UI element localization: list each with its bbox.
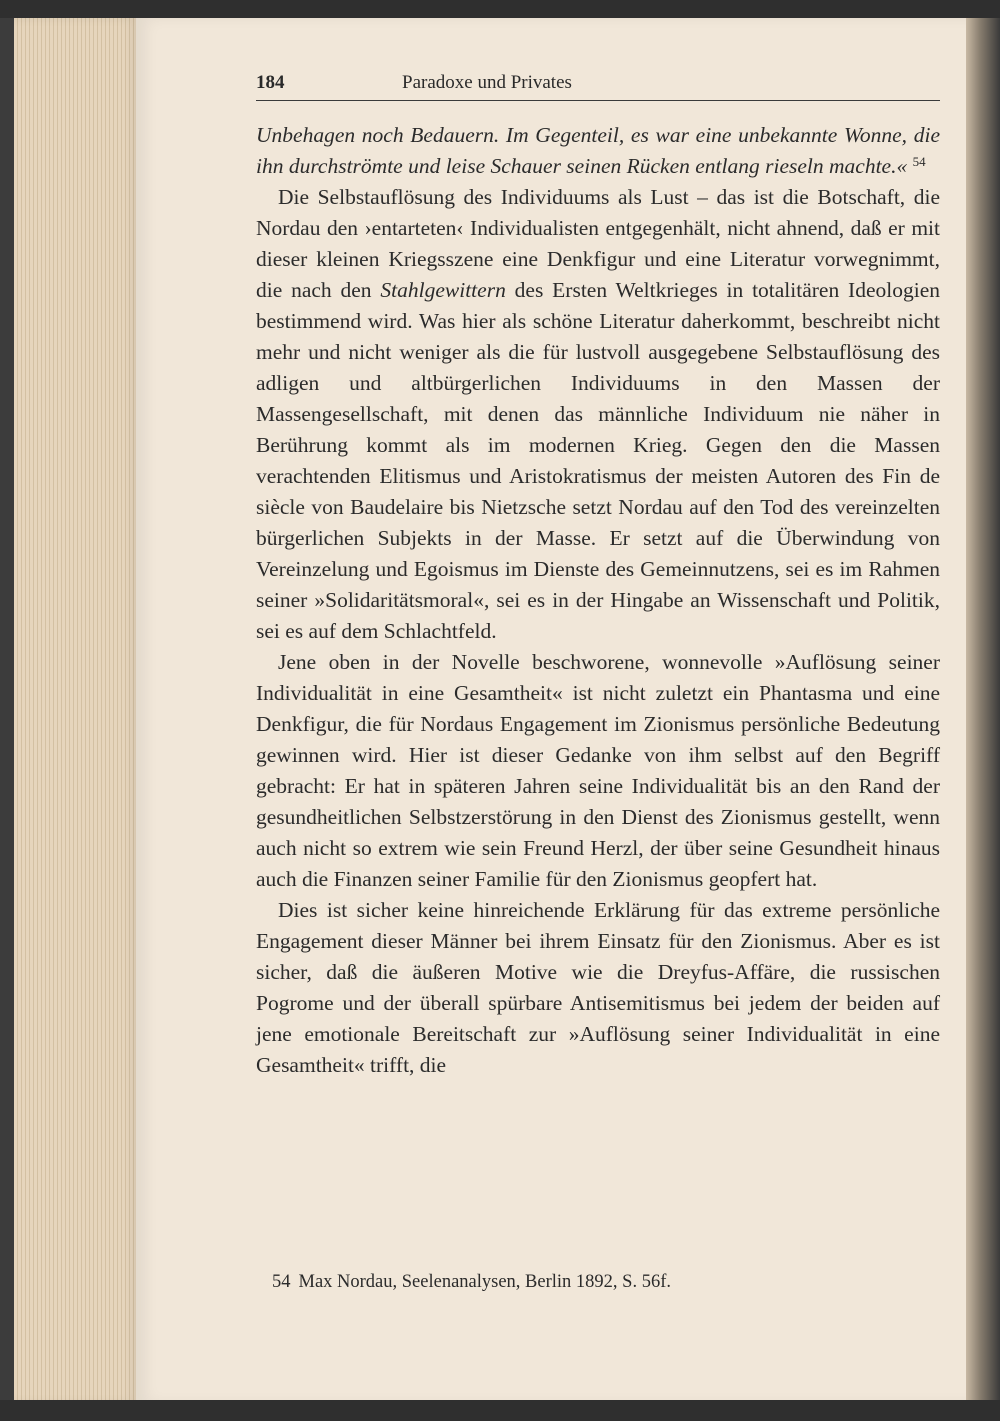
book-page-edges: [14, 18, 140, 1403]
scan-background-top: [0, 0, 1000, 18]
footnote-number: 54: [272, 1272, 291, 1292]
quote-text: Unbehagen noch Bedauern. Im Gegenteil, es war eine unbekannte Wonne, die ihn durchströmte und leise Schauer seinen Rücken entlang rieseln machte.«: [256, 123, 940, 178]
paragraph-1: [256, 182, 940, 647]
book-spine-shadow: [966, 18, 1000, 1403]
paragraph-1-text-a: Die Selbstauflösung des Individuums als Lust – das ist die Botschaft, die Nordau den ›entarteten‹ Individualisten entgegenhält, nicht ahnend, daß er mit dieser kleinen Kriegsszene eine Denkfigur und eine Literatur vorwegnimmt, die nach den: [256, 185, 940, 302]
scan-background-bottom: [0, 1400, 1000, 1421]
paragraph-1-text-b: des Ersten Weltkrieges in totalitären Ideologien bestimmend wird. Was hier als schöne Literatur daherkommt, beschreibt nicht mehr und nicht weniger als die für lustvoll ausgegebene Selbstauflösung des adligen und altbürgerlichen Individuums in den Massen der Massengesellschaft, mit denen das männliche Individuum nie näher in Berührung kommt als im modernen Krieg. Gegen den die Massen verachtenden Elitismus und Aristokratismus der meisten Autoren des Fin de siècle von Baudelaire bis Nietzsche setzt Nordau auf den Tod des vereinzelten bürgerlichen Subjekts in der Masse. Er setzt auf die Überwindung von Vereinzelung und Egoismus im Dienste des Gemeinnutzens, sei es im Rahmen seiner »Solidaritätsmoral«, sei es in der Hingabe an Wissenschaft und Politik, sei es auf dem Schlachtfeld.: [256, 278, 941, 643]
footnote-text: Max Nordau, Seelenanalysen, Berlin 1892, S. 56f.: [298, 1272, 671, 1292]
running-title: Paradoxe und Privates: [402, 72, 572, 93]
page-number: 184: [256, 72, 285, 93]
paragraph-3: Dies ist sicher keine hinreichende Erklärung für das extreme persönliche Engagement dieser Männer bei ihrem Einsatz für den Zionismus. Aber es ist sicher, daß die äußeren Motive wie die Dreyfus-Affäre, die russischen Pogrome und der überall spürbare Antisemitismus bei jedem der beiden auf jene emotionale Bereitschaft zur »Auflösung seiner Individualität in eine Gesamtheit« trifft, die: [256, 898, 940, 1077]
footnote-reference: 54: [912, 154, 926, 169]
page-header: [256, 70, 940, 101]
paragraph-1-emphasis: Stahlgewittern: [380, 278, 506, 302]
paragraph-2: Jene oben in der Novelle beschworene, wonnevolle »Auflösung seiner Individualität in eine Gesamtheit« ist nicht zuletzt ein Phantasma und eine Denkfigur, die für Nordaus Engagement im Zionismus persönliche Bedeutung gewinnen wird. Hier ist dieser Gedanke von ihm selbst auf den Begriff gebracht: Er hat in späteren Jahren seine Individualität bis an den Rand der gesundheitlichen Selbstzerstörung in den Dienst des Zionismus gestellt, wenn auch nicht so extrem wie sein Freund Herzl, der über seine Gesundheit hinaus auch die Finanzen seiner Familie für den Zionismus geopfert hat.: [256, 650, 940, 891]
quote-paragraph: [256, 120, 940, 182]
body-text: [256, 120, 940, 1081]
footnote: [272, 1270, 940, 1294]
